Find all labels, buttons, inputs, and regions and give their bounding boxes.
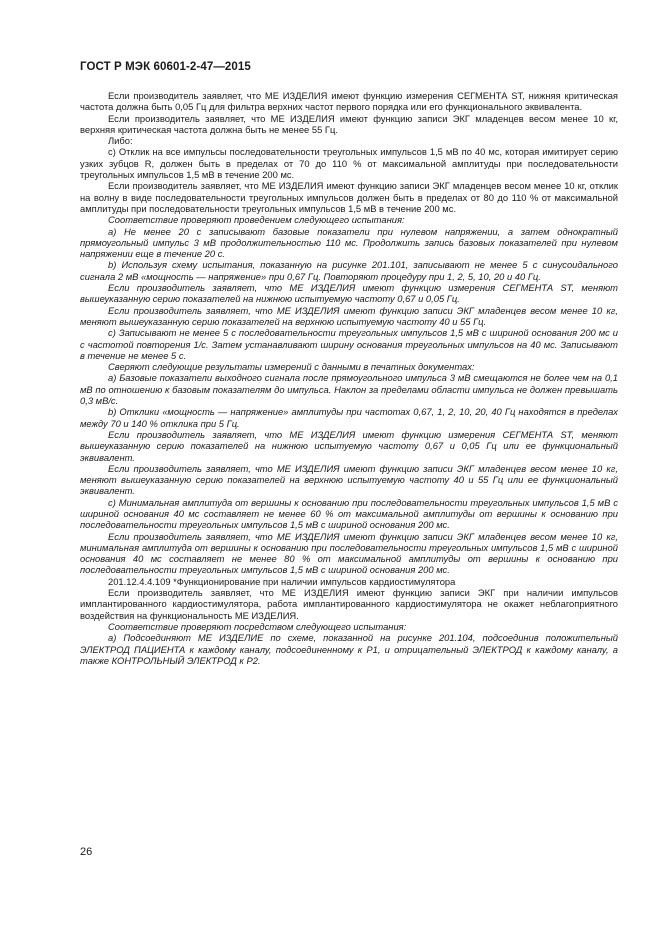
paragraph-italic: Если производитель заявляет, что МЕ ИЗДЕЛИЯ имеют функцию измерения СЕГМЕНТА ST, меняют вышеуказанную серию показателей на нижнюю испытуемую частоту 0,67 и 0,05 Гц. [80,282,618,305]
paragraph-italic: Если производитель заявляет, что МЕ ИЗДЕЛИЯ имеют функцию записи ЭКГ младенцев весом менее 10 кг, меняют вышеуказанную серию показателей на верхнюю испытуемую частоту 40 и 55 Гц или ее функциональный эквивалент. [80,462,618,497]
paragraph-italic: c) Записывают не менее 5 с последовательности треугольных импульсов 1,5 мВ с шириной основания 200 мс и с частотой повторения 1/с. Затем устанавливают ширину основания треугольных импульсов на 40 мс. Записывают в течение не менее 5 с. [80,327,618,361]
paragraph-italic: b) Используя схему испытания, показанную на рисунке 201.101, записывают не менее 5 с синусоидального сигнала 2 мВ «мощность — напряжение» при 0,67 Гц. Повторяют процедуру при 1, 2, 5, 10, 20 и 40 Гц. [80,259,618,282]
paragraph: Либо: [108,135,133,147]
paragraph-italic: Если производитель заявляет, что МЕ ИЗДЕЛИЯ имеют функцию записи ЭКГ младенцев весом менее 10 кг, минимальная амплитуда от вершины к основанию при последовательности треугольных импульсов 1,5 мВ с шириной основания 40 мс составляет не менее 80 % от максимальной амплитуды от вершины к основанию при последовательности треугольных импульсов 1,5 мВ с шириной основания 200 мс. [80,530,618,576]
paragraph-italic: a) Базовые показатели выходного сигнала после прямоугольного импульса 3 мВ смещаются не более чем на 0,1 мВ по отношению к базовым показателям до импульса. Наклон за пределами области импульса не должен превышать 0,3 мВ/с. [80,372,618,407]
paragraph-italic: c) Минимальная амплитуда от вершины к основанию при последовательности треугольных импульсов 1,5 мВ с шириной основания 40 мс составляет не менее 60 % от максимальной амплитуды от вершины к основанию при последовательности треугольных импульсов 1,5 мВ с шириной основания 200 мс. [80,496,618,531]
paragraph-italic: b) Отклики «мощность — напряжение» амплитуды при частотах 0,67, 1, 2, 10, 20, 40 Гц находятся в пределах между 70 и 140 % отклика при 5 Гц. [80,406,618,429]
paragraph: Если производитель заявляет, что МЕ ИЗДЕЛИЯ имеют функцию измерения СЕГМЕНТА ST, нижняя критическая частота должна быть 0,05 Гц для фильтра верхних частот первого порядка или его функционального эквивалента. [80,90,618,113]
paragraph-italic: Если производитель заявляет, что МЕ ИЗДЕЛИЯ имеют функцию записи ЭКГ младенцев весом менее 10 кг, меняют вышеуказанную серию показателей на верхнюю испытуемую частоту 40 и 55 Гц. [80,304,618,327]
paragraph-italic: a) Подсоединяют МЕ ИЗДЕЛИЕ по схеме, показанной на рисунке 201.104, подсоединив положительный ЭЛЕКТРОД ПАЦИЕНТА к каждому каналу, подсоединенному к P1, и отрицательный ЭЛЕКТРОД к каждому каналу, а также КОНТРОЛЬНЫЙ ЭЛЕКТРОД к P2. [80,632,618,666]
paragraph-italic: Соответствие проверяют посредством следующего испытания: [108,620,407,632]
paragraph-italic: a) Не менее 20 с записывают базовые показатели при нулевом напряжении, а затем однократный прямоугольный импульс 3 мВ продолжительностью 110 мс. Продолжить запись базовых показателей при нулевом напряжении еще в течение 20 с. [80,225,618,260]
section-heading: 201.12.4.4.109 *Функционирование при наличии импульсов кардиостимулятора [108,575,456,587]
paragraph-italic: Сверяют следующие результаты измерений с данными в печатных документах: [108,361,475,373]
paragraph: Если производитель заявляет, что МЕ ИЗДЕЛИЯ имеют функцию записи ЭКГ младенцев весом менее 10 кг, верхняя критическая частота должна быть не менее 55 Гц. [80,112,618,135]
paragraph: Если производитель заявляет, что МЕ ИЗДЕЛИЯ имеют функцию записи ЭКГ при наличии импульсов имплантированного кардиостимулятора, работа имплантированного кардиостимулятора не окажет неблагоприятного воздействия на функциональность МЕ ИЗДЕЛИЯ. [80,587,618,621]
document-body [80,90,618,666]
document-header: ГОСТ Р МЭК 60601-2-47—2015 [80,61,251,73]
paragraph: Если производитель заявляет, что МЕ ИЗДЕЛИЯ имеют функцию записи ЭКГ младенцев весом менее 10 кг, отклик на волну в виде последовательности треугольных импульсов должен быть в пределах от 80 до 110 % от максимальной амплитуды при последовательности треугольных импульсов 1,5 мВ в течение 200 мс. [80,180,618,214]
paragraph-italic: Соответствие проверяют проведением следующего испытания: [108,214,405,226]
paragraph-italic: Если производитель заявляет, что МЕ ИЗДЕЛИЯ имеют функцию измерения СЕГМЕНТА ST, меняют вышеуказанную серию показателей на нижнюю испытуемую частоту 0,67 и 0,05 Гц или ее функциональный эквивалент. [80,428,618,463]
page-number: 26 [80,846,93,858]
paragraph: c) Отклик на все импульсы последовательности треугольных импульсов 1,5 мВ по 40 мс, которая имитирует серию узких зубцов R, должен быть в пределах от 70 до 110 % от максимальной амплитуды при последовательности треугольных импульсов 1,5 мВ в течение 200 мс. [80,146,618,181]
